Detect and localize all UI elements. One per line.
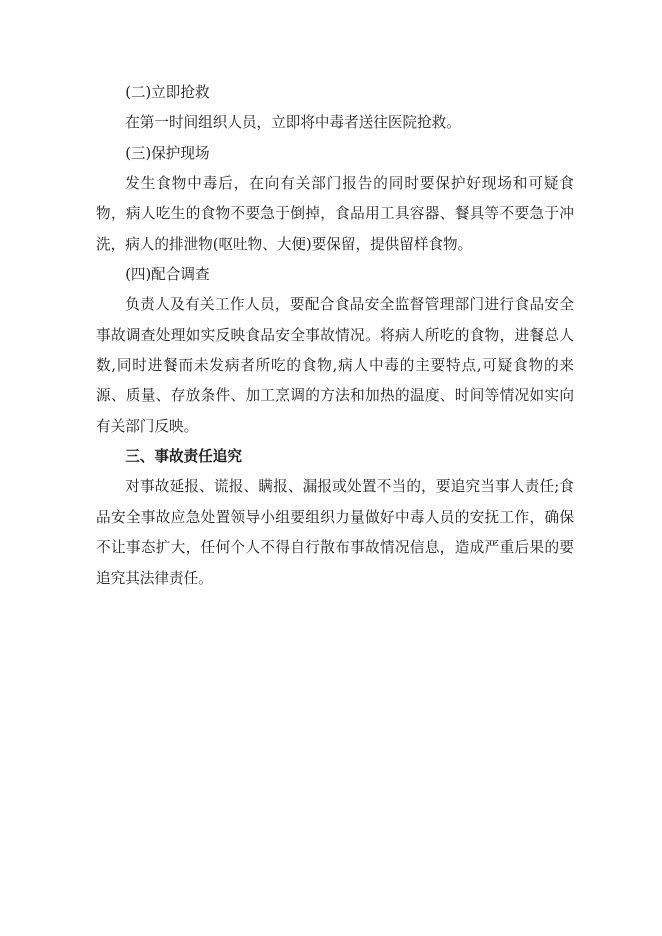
section-heading-accountability: 三、事故责任追究 [125, 448, 242, 466]
paragraph-accountability: 对事故延报、谎报、瞒报、漏报或处置不当的，要追究当事人责任;食品安全事故应急处置领导小组要组织力量做好中毒人员的安抚工作，确保不让事态扩大，任何个人不得自行散布事故情况信息，造成严重后果的要追究其法律责任。 [96, 478, 574, 587]
section-heading-immediate-rescue: (二)立即抢救 [125, 84, 210, 101]
document-body [96, 78, 574, 834]
paragraph-protect-scene: 发生食物中毒后，在向有关部门报告的同时要保护好现场和可疑食物，病人吃生的食物不要急于倒掉，食品用工具容器、餐具等不要急于冲洗，病人的排泄物(呕吐物、大便)要保留，提供留样食物。 [96, 175, 574, 253]
paragraph-cooperate-investigation: 负责人及有关工作人员，要配合食品安全监督管理部门进行食品安全事故调查处理如实反映食品安全事故情况。将病人所吃的食物，进餐总人数,同时进餐而未发病者所吃的食物,病人中毒的主要特点,可疑食物的来源、质量、存放条件、加工烹调的方法和加热的温度、时间等情况如实向有关部门反映。 [96, 296, 574, 435]
page-bottom-whitespace [96, 594, 574, 834]
paragraph-immediate-rescue: 在第一时间组织人员，立即将中毒者送往医院抢救。 [125, 114, 461, 132]
section-heading-cooperate-investigation: (四)配合调查 [125, 266, 210, 284]
section-heading-protect-scene: (三)保护现场 [125, 144, 210, 162]
